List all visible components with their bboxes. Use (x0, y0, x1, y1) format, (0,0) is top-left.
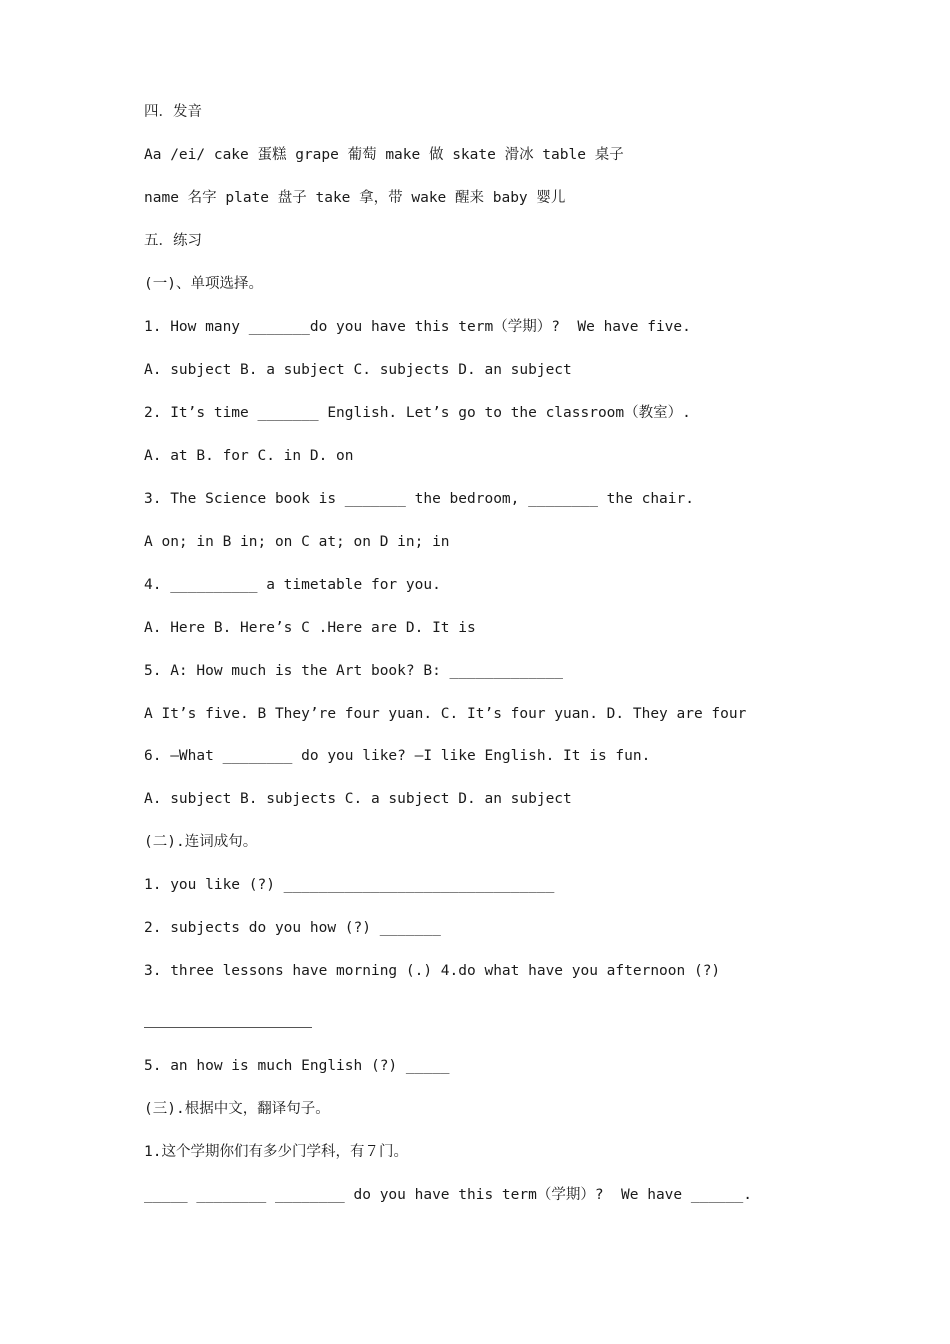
answer-blank-line (144, 1027, 312, 1028)
subsection-heading-multiple-choice: (一)、单项选择。 (144, 276, 263, 292)
question-2: 2. It’s time _______ English. Let’s go to the classroom（教室）. (144, 405, 691, 421)
pronunciation-words-line-2: name 名字 plate 盘子 take 拿，带 wake 醒来 baby 婴儿 (144, 190, 566, 206)
question-6-options: A. subject B. subjects C. a subject D. an subject (144, 791, 572, 807)
question-4: 4. __________ a timetable for you. (144, 577, 441, 593)
ordering-items-3-4: 3. three lessons have morning (.) 4.do what have you afternoon (?) (144, 963, 721, 979)
question-5: 5. A: How much is the Art book? B: _____________ (144, 663, 564, 679)
ordering-item-5: 5. an how is much English (?) _____ (144, 1058, 450, 1074)
question-1-options: A. subject B. a subject C. subjects D. an subject (144, 362, 572, 378)
question-1: 1. How many _______do you have this term（学期）? We have five. (144, 319, 691, 335)
ordering-item-1: 1. you like (?) _______________________________ (144, 877, 555, 893)
question-3: 3. The Science book is _______ the bedroom, ________ the chair. (144, 491, 694, 507)
question-4-options: A. Here B. Here’s C .Here are D. It is (144, 620, 476, 636)
section-heading-practice: 五．练习 (144, 233, 202, 249)
question-2-options: A. at B. for C. in D. on (144, 448, 354, 464)
pronunciation-words-line-1: Aa /ei/ cake 蛋糕 grape 葡萄 make 做 skate 滑冰 table 桌子 (144, 147, 624, 163)
ordering-item-2: 2. subjects do you how (?) _______ (144, 920, 441, 936)
subsection-heading-translation: (三).根据中文，翻译句子。 (144, 1101, 330, 1117)
subsection-heading-sentence-ordering: (二).连词成句。 (144, 834, 258, 850)
translation-item-1-prompt: 1.这个学期你们有多少门学科，有７门。 (144, 1144, 408, 1160)
question-5-options: A It’s five. B They’re four yuan. C. It’s four yuan. D. They are four (144, 706, 747, 722)
question-3-options: A on; in B in; on C at; on D in; in (144, 534, 450, 550)
question-6: 6. —What ________ do you like? —I like English. It is fun. (144, 748, 651, 764)
translation-item-1-blanks: _____ ________ ________ do you have this term（学期）? We have ______. (144, 1187, 752, 1203)
section-heading-pronunciation: 四．发音 (144, 104, 202, 120)
